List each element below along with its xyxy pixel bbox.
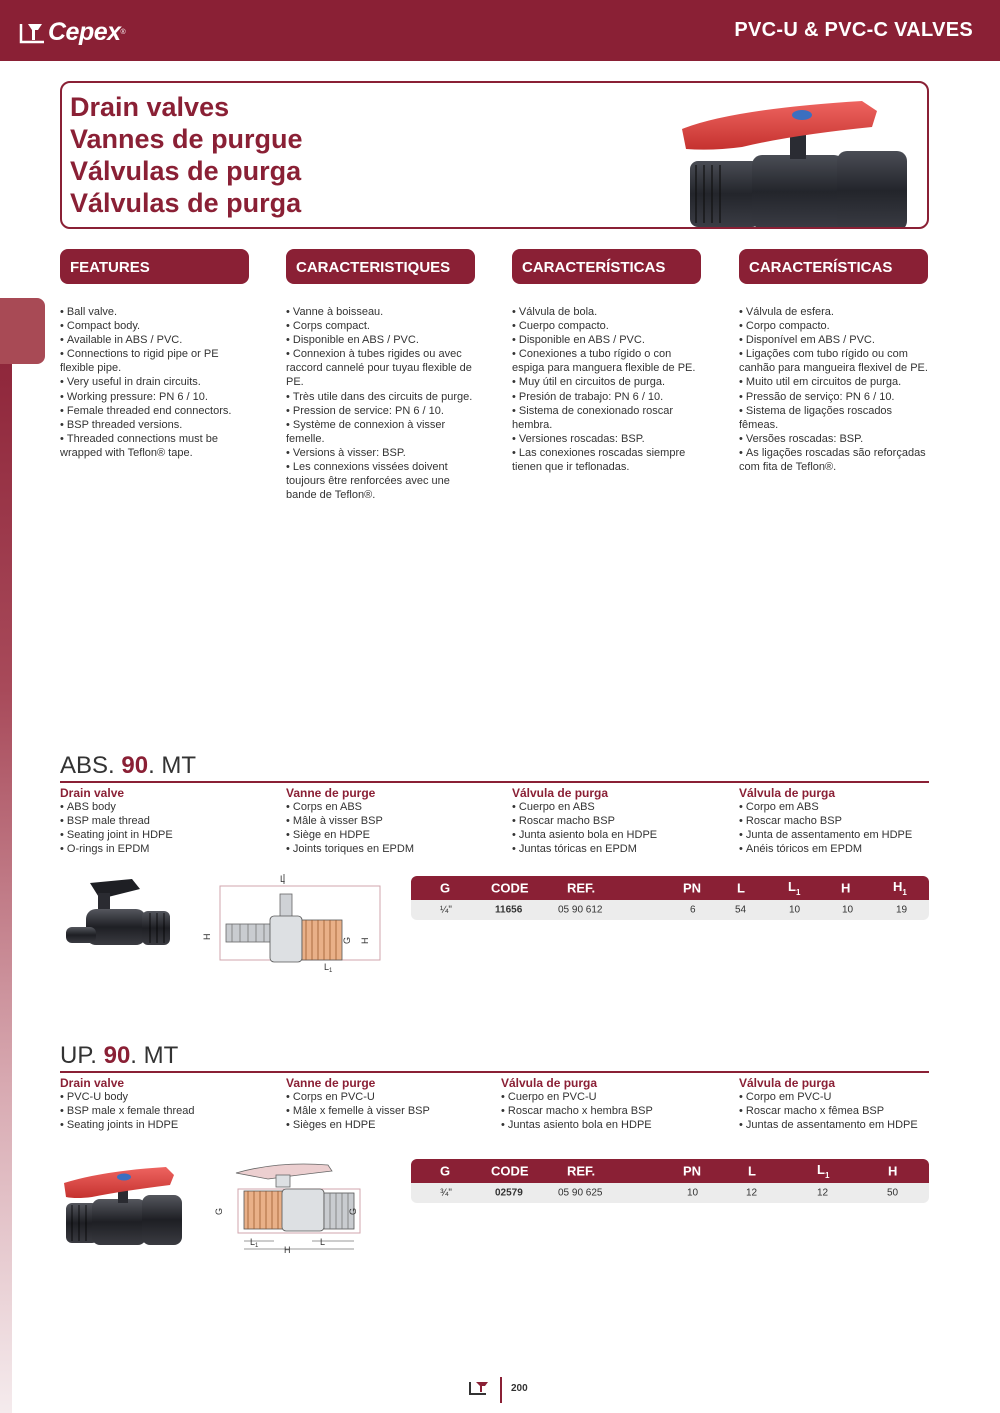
list-item: • Presión de trabajo: PN 6 / 10. [512,390,704,404]
product1-table [411,876,929,920]
features-list-fr [286,305,478,502]
cepex-logo: Cepex ® [18,18,126,47]
diagram-label-H: H [284,1245,291,1255]
list-item: • Available in ABS / PVC. [60,333,252,347]
list-item: • Pressão de serviço: PN 6 / 10. [739,390,931,404]
product1-photo [62,875,182,970]
diagram-label-L1: $L_1$ [324,962,333,974]
list-item: • PVC-U body [60,1090,195,1104]
list-item: • Versions à visser: BSP. [286,446,478,460]
footer-separator [500,1377,502,1403]
list-item: • Sistema de ligações roscados fêmeas. [739,404,931,432]
list-item: • Junta asiento bola en HDPE [512,828,657,842]
list-item: • Roscar macho BSP [739,814,912,828]
list-item: • As ligações roscadas são reforçadas com fita de Teflon®. [739,446,931,474]
list-item: • Juntas asiento bola en HDPE [501,1118,653,1132]
hero-title-pt: Válvulas de purga [70,188,302,218]
diagram-label-L: L [280,874,286,884]
product1-col-head-fr: Vanne de purge [286,786,376,800]
list-item: • Ligações com tubo rígido ou com canhão para mangueira flexivel de PE. [739,347,931,375]
list-item: • Cuerpo compacto. [512,319,704,333]
product1-title: ABS. 90. MT [60,752,197,779]
product2-table [411,1159,929,1203]
list-item: • Pression de service: PN 6 / 10. [286,404,478,418]
list-item: • BSP male x female thread [60,1104,195,1118]
product1-list-fr [286,800,414,856]
product2-diagram [208,1157,368,1257]
list-item: • Cuerpo en PVC-U [501,1090,653,1104]
diagram-label-G-right: G [348,1207,358,1215]
top-bar [0,0,1000,61]
list-item: • Juntas tóricas en EPDM [512,842,657,856]
product2-photo [62,1163,187,1248]
list-item: • Working pressure: PN 6 / 10. [60,390,252,404]
product1-list-es [512,800,657,856]
product2-list-es [501,1090,653,1132]
list-item: • Disponível em ABS / PVC. [739,333,931,347]
list-item: • BSP male thread [60,814,173,828]
list-item: • Corpo em PVC-U [739,1090,918,1104]
list-item: • Connections to rigid pipe or PE flexible pipe. [60,347,252,375]
table-row: ¾" 02579 05 90 625 10 12 12 50 [411,1183,929,1203]
features-heading-pt: CARACTERÍSTICAS [739,249,928,284]
diagram-label-L: L [320,1237,326,1247]
cepex-logo-icon [18,20,48,46]
list-item: • Muy útil en circuitos de purga. [512,375,704,389]
diagram-label-G: G [214,1207,224,1215]
features-heading-es: CARACTERÍSTICAS [512,249,701,284]
list-item: • Válvula de esfera. [739,305,931,319]
hero-title-fr: Vannes de purgue [70,124,303,154]
features-heading-en: FEATURES [60,249,249,284]
list-item: • Corpo compacto. [739,319,931,333]
brand-name: Cepex [48,18,121,46]
list-item: • Threaded connections must be wrapped with Teflon® tape. [60,432,252,460]
list-item: • Roscar macho x fêmea BSP [739,1104,918,1118]
list-item: • Système de connexion à visser femelle. [286,418,478,446]
list-item: • Très utile dans des circuits de purge. [286,390,478,404]
diagram-label-H-right: H [360,937,370,944]
list-item: • Les connexions vissées doivent toujours être renforcées avec une bande de Teflon®. [286,460,478,502]
list-item: • Roscar macho BSP [512,814,657,828]
list-item: • Joints toriques en EPDM [286,842,414,856]
hero-title-en: Drain valves [70,92,230,122]
list-item: • Conexiones a tubo rígido o con espiga para manguera flexible de PE. [512,347,704,375]
product2-list-fr [286,1090,430,1132]
sidebar-gradient [0,300,12,1413]
section-title: PVC-U & PVC-C VALVES [734,19,973,41]
list-item: • Ball valve. [60,305,252,319]
table-header: G CODE REF. PN L $L_1$ H $H_1$ [411,876,929,900]
product2-list-pt [739,1090,918,1132]
diagram-label-G: G [342,936,352,944]
product1-rule [60,781,929,783]
list-item: • Roscar macho x hembra BSP [501,1104,653,1118]
product2-list-en [60,1090,195,1132]
side-tab [0,298,45,364]
features-list-es [512,305,704,474]
list-item: • Juntas de assentamento em HDPE [739,1118,918,1132]
list-item: • Versões roscadas: BSP. [739,432,931,446]
hero-title-es: Válvulas de purga [70,156,302,186]
diagram-label-L1: $L_1$ [250,1237,259,1249]
list-item: • Female threaded end connectors. [60,404,252,418]
list-item: • Corps compact. [286,319,478,333]
page-number: 200 [511,1383,528,1394]
list-item: • Las conexiones roscadas siempre tienen que ir teflonadas. [512,446,704,474]
list-item: • Mâle x femelle à visser BSP [286,1104,430,1118]
list-item: • O-rings in EPDM [60,842,173,856]
list-item: • Very useful in drain circuits. [60,375,252,389]
list-item: • Disponible en ABS / PVC. [286,333,478,347]
list-item: • Cuerpo en ABS [512,800,657,814]
features-list-pt [739,305,931,474]
drain-valve-photo [672,89,922,229]
list-item: • Mâle à visser BSP [286,814,414,828]
product2-col-head-fr: Vanne de purge [286,1076,376,1090]
list-item: • Válvula de bola. [512,305,704,319]
table-header: G CODE REF. PN L $L_1$ H [411,1159,929,1183]
product2-col-head-en: Drain valve [60,1076,125,1090]
list-item: • Anéis tóricos em EPDM [739,842,912,856]
hero-box [60,81,929,229]
product1-col-head-es: Válvula de purga [512,786,609,800]
product1-list-pt [739,800,912,856]
list-item: • Sistema de conexionado roscar hembra. [512,404,704,432]
list-item: • Junta de assentamento em HDPE [739,828,912,842]
features-heading-fr: CARACTERISTIQUES [286,249,475,284]
footer-logo-icon [468,1380,490,1396]
table-row: ¼" 11656 05 90 612 6 54 10 10 19 [411,900,929,920]
list-item: • Connexion à tubes rigides ou avec raccord cannelé pour tuyau flexible de PE. [286,347,478,389]
list-item: • Siège en HDPE [286,828,414,842]
list-item: • Disponible en ABS / PVC. [512,333,704,347]
list-item: • Seating joints in HDPE [60,1118,195,1132]
diagram-label-H: H [202,933,212,940]
list-item: • BSP threaded versions. [60,418,252,432]
list-item: • Versiones roscadas: BSP. [512,432,704,446]
list-item: • Corps en ABS [286,800,414,814]
product1-list-en [60,800,173,856]
list-item: • Seating joint in HDPE [60,828,173,842]
list-item: • Corps en PVC-U [286,1090,430,1104]
product1-col-head-pt: Válvula de purga [739,786,836,800]
list-item: • Vanne à boisseau. [286,305,478,319]
product1-diagram [200,872,385,974]
product2-title: UP. 90. MT [60,1042,179,1069]
list-item: • Compact body. [60,319,252,333]
list-item: • Sièges en HDPE [286,1118,430,1132]
list-item: • Corpo em ABS [739,800,912,814]
list-item: • Muito util em circuitos de purga. [739,375,931,389]
features-list-en [60,305,252,460]
product2-rule [60,1071,929,1073]
product2-col-head-es: Válvula de purga [501,1076,598,1090]
product1-col-head-en: Drain valve [60,786,125,800]
product2-col-head-pt: Válvula de purga [739,1076,836,1090]
list-item: • ABS body [60,800,173,814]
